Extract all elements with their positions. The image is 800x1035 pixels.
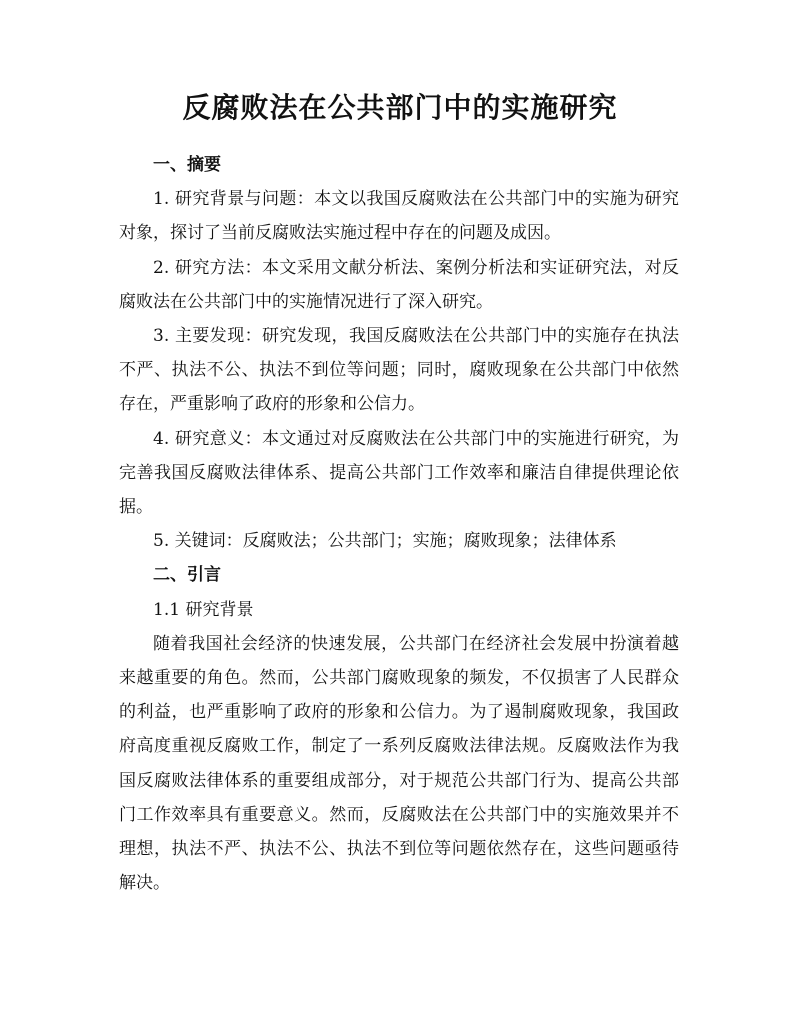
subsection-heading-background: 1.1 研究背景 [153, 599, 254, 620]
abstract-item-keywords: 5. 关键词：反腐败法；公共部门；实施；腐败现象；法律体系 [153, 531, 617, 552]
section-heading-introduction: 二、引言 [153, 565, 221, 586]
section-heading-abstract: 一、摘要 [153, 155, 221, 175]
abstract-item-methods: 2. 研究方法：本文采用文献分析法、案例分析法和实证研究法，对反腐败法在公共部门中的实施情况进行了深入研究。 [119, 257, 679, 312]
abstract-item-significance: 4. 研究意义：本文通过对反腐败法在公共部门中的实施进行研究，为完善我国反腐败法律体系、提高公共部门工作效率和廉洁自律提供理论依据。 [119, 428, 679, 518]
abstract-item-background: 1. 研究背景与问题：本文以我国反腐败法在公共部门中的实施为研究对象，探讨了当前反腐败法实施过程中存在的问题及成因。 [119, 189, 679, 244]
abstract-item-findings: 3. 主要发现：研究发现，我国反腐败法在公共部门中的实施存在执法不严、执法不公、执法不到位等问题；同时，腐败现象在公共部门中依然存在，严重影响了政府的形象和公信力。 [119, 326, 679, 415]
document-body [119, 148, 679, 900]
introduction-paragraph: 随着我国社会经济的快速发展，公共部门在经济社会发展中扮演着越来越重要的角色。然而，公共部门腐败现象的频发，不仅损害了人民群众的利益，也严重影响了政府的形象和公信力。为了遏制腐败现象，我国政府高度重视反腐败工作，制定了一系列反腐败法律法规。反腐败法作为我国反腐败法律体系的重要组成部分，对于规范公共部门行为、提高公共部门工作效率具有重要意义。然而，反腐败法在公共部门中的实施效果并不理想，执法不严、执法不公、执法不到位等问题依然存在，这些问题亟待解决。 [119, 633, 679, 894]
document-title: 反腐败法在公共部门中的实施研究 [182, 91, 618, 124]
